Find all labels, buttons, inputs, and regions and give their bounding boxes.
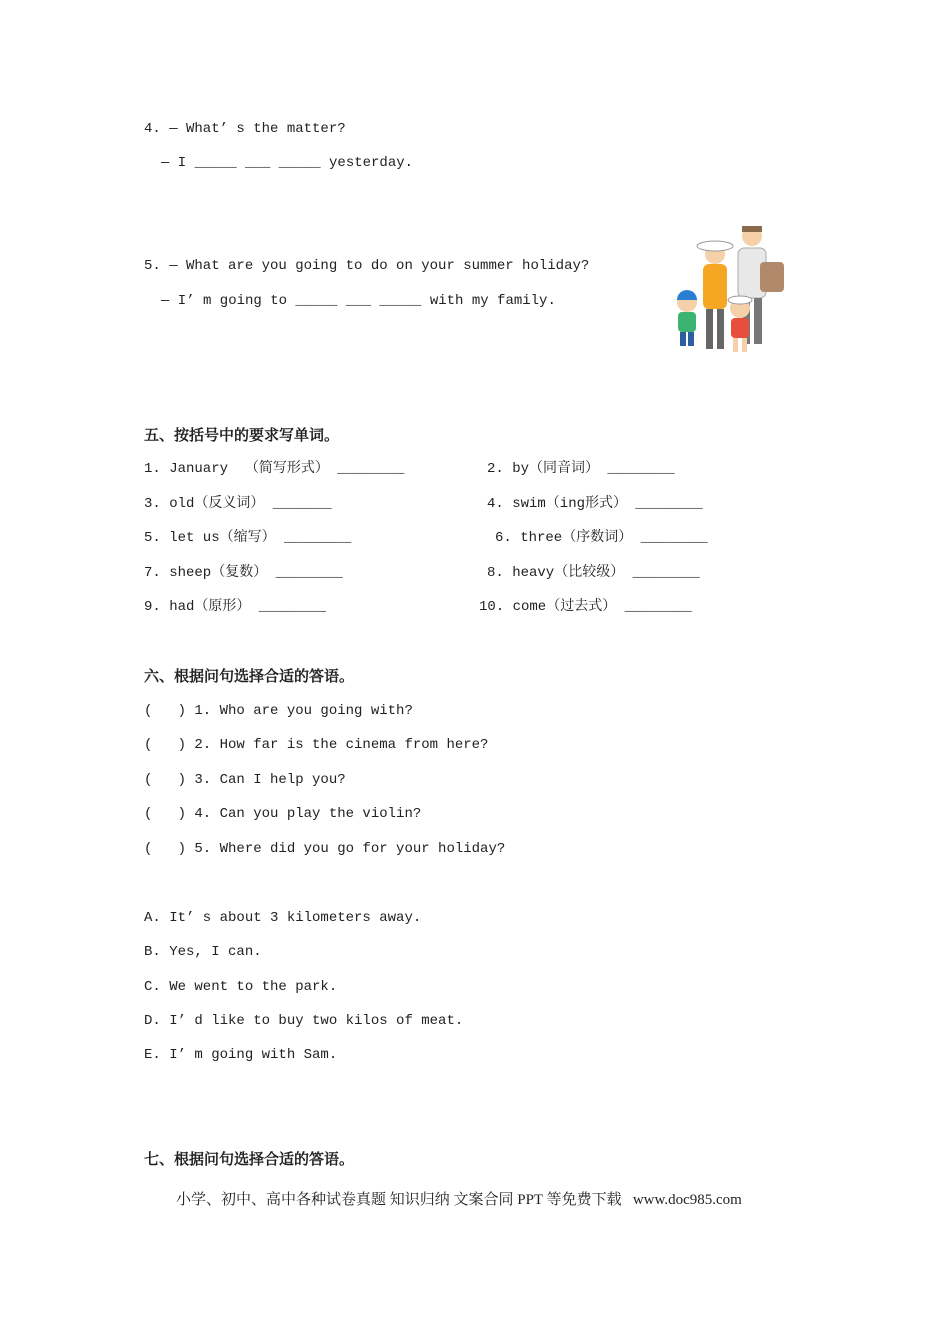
section5-item: 7. sheep（复数） ________ [144, 565, 343, 581]
section6-question: ( ) 2. How far is the cinema from here? [144, 737, 489, 753]
section6-question: ( ) 5. Where did you go for your holiday? [144, 841, 506, 857]
footer-text: 小学、初中、高中各种试卷真题 知识归纳 文案合同 PPT 等免费下载 www.doc985.com [176, 1192, 742, 1208]
section5-item: 4. swim（ing形式） ________ [487, 496, 703, 512]
section5-item: 9. had（原形） ________ [144, 599, 327, 615]
family-illustration [660, 222, 790, 357]
section6-option: E. I’ m going with Sam. [144, 1047, 338, 1063]
section6-question: ( ) 4. Can you play the violin? [144, 806, 422, 822]
section6-title: 六、根据问句选择合适的答语。 [144, 667, 355, 685]
section5-item: 5. let us（缩写） ________ [144, 530, 352, 546]
q4-question: 4. — What’ s the matter? [144, 121, 346, 137]
section5-item: 1. January （简写形式） ________ [144, 461, 405, 477]
section6-question: ( ) 3. Can I help you? [144, 772, 346, 788]
section5-title: 五、按括号中的要求写单词。 [144, 426, 340, 444]
q5-answer: — I’ m going to _____ ___ _____ with my family. [161, 293, 556, 309]
section5-item: 6. three（序数词） ________ [495, 530, 708, 546]
section5-item: 2. by（同音词） ________ [487, 461, 675, 477]
section5-item: 8. heavy（比较级） ________ [487, 565, 700, 581]
section5-item: 10. come（过去式） ________ [479, 599, 692, 615]
section7-title: 七、根据问句选择合适的答语。 [144, 1150, 355, 1168]
q5-question: 5. — What are you going to do on your summer holiday? [144, 258, 590, 274]
section6-option: D. I’ d like to buy two kilos of meat. [144, 1013, 464, 1029]
section6-option: B. Yes, I can. [144, 944, 262, 960]
section5-item: 3. old（反义词） _______ [144, 496, 332, 512]
section6-question: ( ) 1. Who are you going with? [144, 703, 413, 719]
section6-option: C. We went to the park. [144, 979, 338, 995]
q4-answer: — I _____ ___ _____ yesterday. [161, 155, 414, 171]
section6-option: A. It’ s about 3 kilometers away. [144, 910, 422, 926]
